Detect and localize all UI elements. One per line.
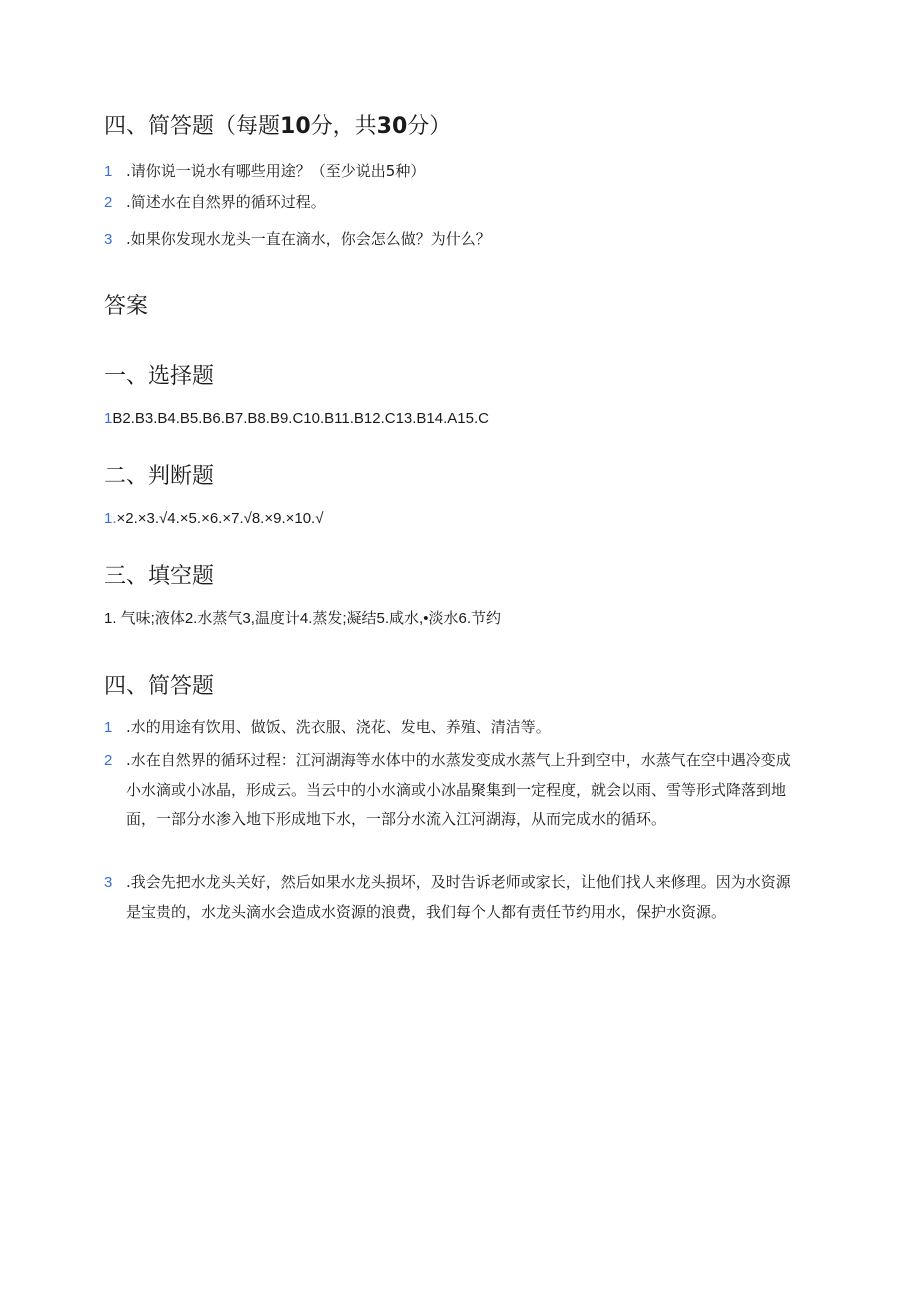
answer-number: 3 [104, 874, 113, 891]
section-four-title-mid: 分，共 [310, 114, 377, 139]
section-four-title-points: 10 [280, 114, 311, 139]
judge-answers-first: 1. [104, 510, 117, 527]
fill-section-title: 三、填空题 [104, 564, 215, 589]
answer-text: .水的用途有饮用、做饭、洗衣服、浇花、发电、养殖、清洁等。 [126, 718, 551, 736]
section-four-title-total: 30 [376, 114, 408, 139]
question-3 [104, 228, 491, 251]
answer-text: .水在自然界的循环过程：江河湖海等水体中的水蒸发变成水蒸气上升到空中，水蒸气在空中遇冷变成小水滴或小冰晶，形成云。当云中的小水滴或小冰晶聚集到一定程度，就会以雨、雪等形式降落到地面，一部分水渗入地下形成地下水，一部分水流入江河湖海，从而完成水的循环。 [126, 751, 791, 828]
question-2 [104, 191, 326, 214]
short-section-title: 四、简答题 [104, 674, 215, 699]
choice-answers [104, 408, 489, 430]
judge-section-title: 二、判断题 [104, 464, 215, 489]
answer-number: 1 [104, 719, 113, 736]
short-answer-1 [104, 713, 804, 743]
question-text: .如果你发现水龙头一直在滴水，你会怎么做？为什么？ [126, 230, 491, 248]
section-four-title-suffix: 分） [407, 114, 452, 139]
fill-answers: 1. 气味;液体2.水蒸气3,温度计4.蒸发;凝结5.咸水,•淡水6.节约 [104, 610, 501, 627]
choice-answers-first: 1 [104, 410, 113, 427]
answer-text: .我会先把水龙头关好，然后如果水龙头损坏，及时告诉老师或家长，让他们找人来修理。因为水资源是宝贵的，水龙头滴水会造成水资源的浪费，我们每个人都有责任节约用水，保护水资源。 [126, 873, 791, 921]
section-four-title [104, 112, 451, 142]
choice-answers-rest: B2.B3.B4.B5.B6.B7.B8.B9.C10.B11.B12.C13.B14.A15.C [112, 410, 489, 427]
question-1 [104, 160, 425, 183]
judge-answers-rest: ×2.×3.√4.×5.×6.×7.√8.×9.×10.√ [116, 510, 324, 527]
answers-title: 答案 [104, 294, 149, 319]
section-four-title-prefix: 四、简答题（每题 [104, 114, 281, 139]
choice-section-title: 一、选择题 [104, 364, 215, 389]
question-text: .请你说一说水有哪些用途？（至少说出5种） [126, 162, 426, 180]
question-text: .简述水在自然界的循环过程。 [126, 193, 326, 211]
question-number: 3 [104, 231, 113, 248]
short-answer-2 [104, 746, 804, 835]
question-number: 1 [104, 163, 113, 180]
judge-answers [104, 508, 323, 530]
answer-number: 2 [104, 752, 113, 769]
short-answer-3 [104, 868, 804, 927]
question-number: 2 [104, 194, 113, 211]
